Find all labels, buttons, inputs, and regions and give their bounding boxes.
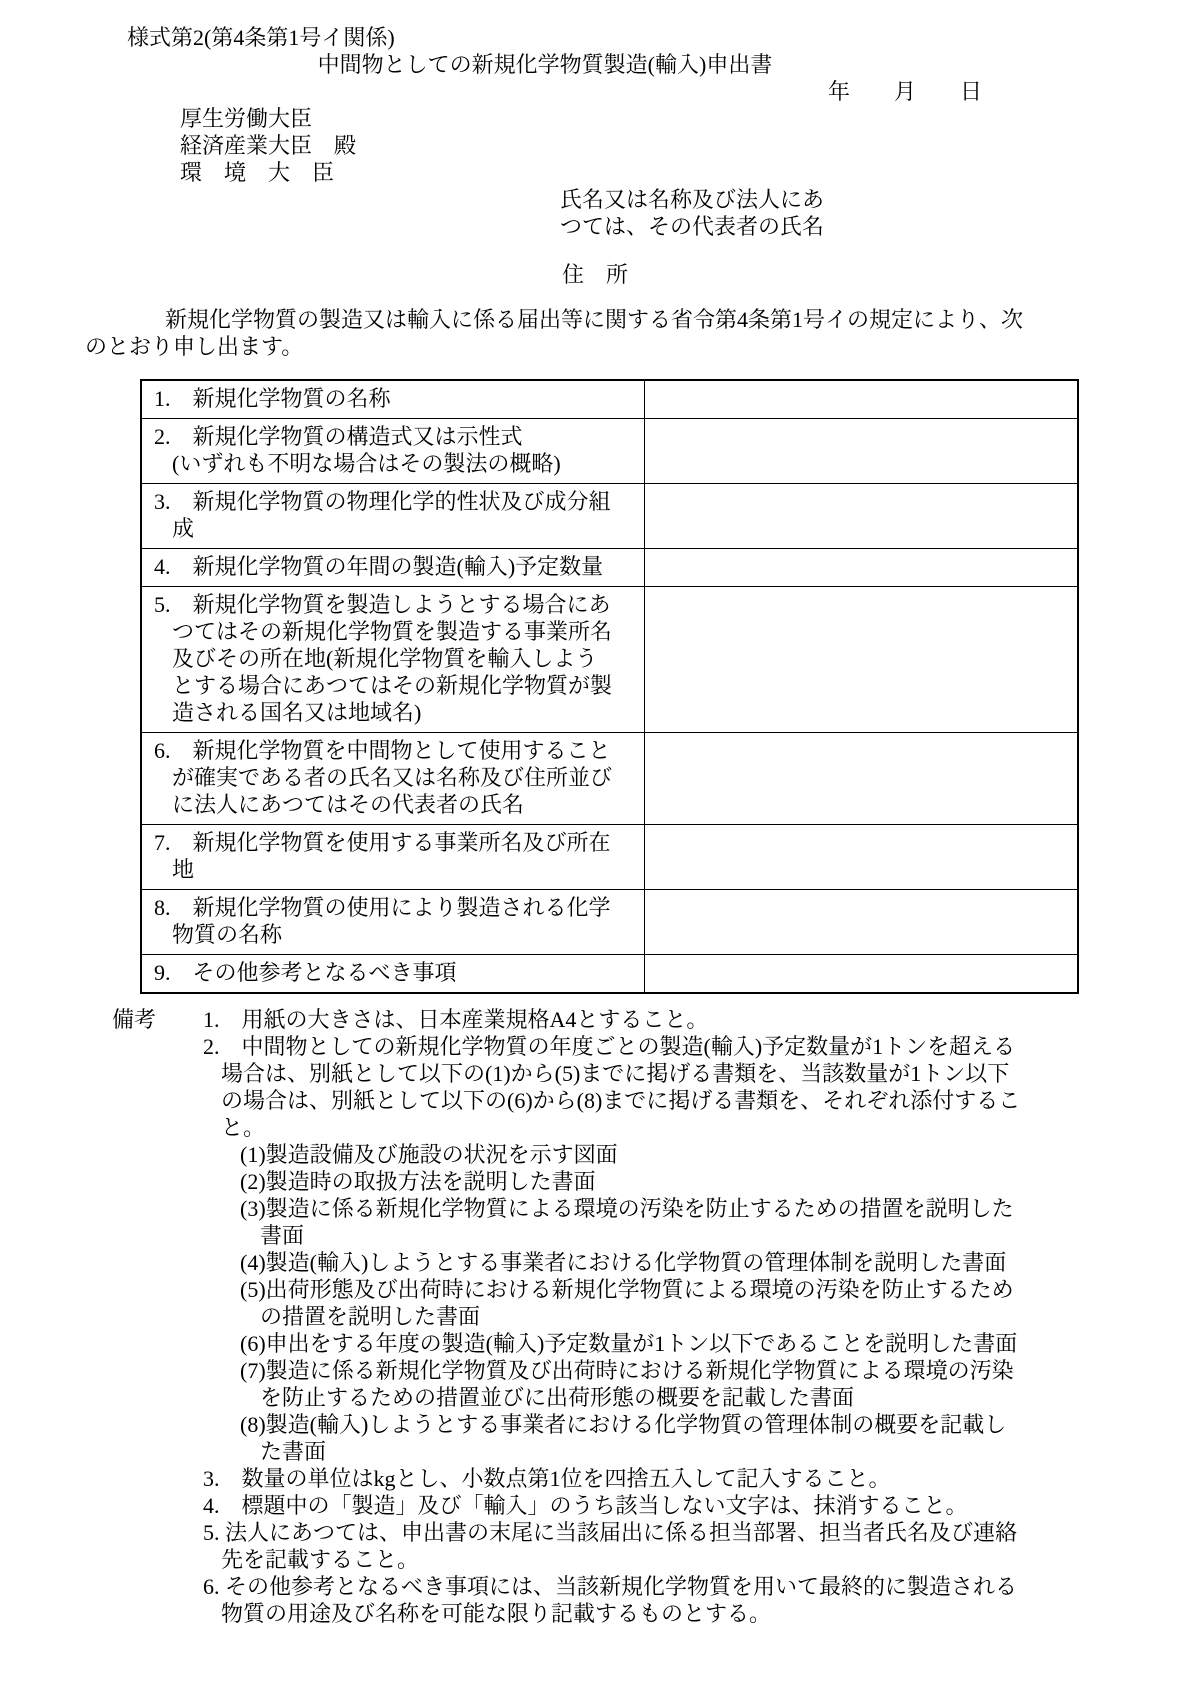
intro-paragraph <box>85 306 1181 360</box>
row-label <box>141 380 645 419</box>
text-line: 3. 数量の単位はkgとし、小数点第1位を四捨五入して記入すること。 <box>203 1466 891 1491</box>
attachment-1 <box>240 1141 1181 1168</box>
attachment-6 <box>240 1330 1181 1357</box>
text-line: た書面 <box>260 1439 327 1464</box>
attachment-3 <box>240 1195 1181 1249</box>
text-line: 8. 新規化学物質の使用により製造される化学 <box>154 895 611 920</box>
text-line: 場合は、別紙として以下の(1)から(5)までに掲げる書類を、当該数量が1トン以下 <box>221 1061 1010 1086</box>
text-line: 6. その他参考となるべき事項には、当該新規化学物質を用いて最終的に製造される <box>203 1574 1018 1599</box>
text-line: の場合は、別紙として以下の(6)から(8)までに掲げる書類を、それぞれ添付するこ <box>221 1088 1021 1113</box>
remark-item-1 <box>203 1006 1181 1033</box>
text-line: 2. 中間物としての新規化学物質の年度ごとの製造(輸入)予定数量が1トンを超える <box>203 1034 1016 1059</box>
row-value-empty <box>645 955 1079 994</box>
text-line: (4)製造(輸入)しようとする事業者における化学物質の管理体制を説明した書面 <box>240 1250 1007 1275</box>
text-line: 4. 標題中の「製造」及び「輸入」のうち該当しない文字は、抹消すること。 <box>203 1493 968 1518</box>
row-value-empty <box>645 419 1079 484</box>
remarks-section <box>0 1006 1181 1627</box>
text-line: 成 <box>172 516 195 541</box>
text-line: つては、その代表者の氏名 <box>560 214 825 239</box>
form-code: 様式第2(第4条第1号イ関係) <box>127 25 395 50</box>
text-line: が確実である者の氏名又は名称及び住所並び <box>172 765 613 790</box>
text-line: (いずれも不明な場合はその製法の概略) <box>172 451 561 476</box>
remark-item-5 <box>203 1519 1181 1573</box>
attachment-7 <box>240 1357 1181 1411</box>
text-line: 2. 新規化学物質の構造式又は示性式 <box>154 424 523 449</box>
table-row-1 <box>141 380 1078 419</box>
text-line: (1)製造設備及び施設の状況を示す図面 <box>240 1142 618 1167</box>
text-line: 新規化学物質の製造又は輸入に係る届出等に関する省令第4条第1号イの規定により、次 <box>165 307 1024 332</box>
remark-item-2 <box>203 1033 1181 1141</box>
remark-item-3 <box>203 1465 1181 1492</box>
text-line: 5. 新規化学物質を製造しようとする場合にあ <box>154 592 611 617</box>
row-label <box>141 733 645 825</box>
text-line: 4. 新規化学物質の年間の製造(輸入)予定数量 <box>154 554 604 579</box>
text-line: のとおり申し出ます。 <box>85 334 304 359</box>
row-label <box>141 484 645 549</box>
text-line: (8)製造(輸入)しようとする事業者における化学物質の管理体制の概要を記載し <box>240 1412 1007 1437</box>
page-title: 中間物としての新規化学物質製造(輸入)申出書 <box>317 52 773 77</box>
table-row-2 <box>141 419 1078 484</box>
table-row-5 <box>141 587 1078 733</box>
text-line: を防止するための措置並びに出荷形態の概要を記載した書面 <box>260 1385 855 1410</box>
text-line: 物質の用途及び名称を可能な限り記載するものとする。 <box>221 1601 772 1626</box>
text-line: 厚生労働大臣 <box>180 106 313 131</box>
row-label <box>141 955 645 994</box>
row-value-empty <box>645 484 1079 549</box>
text-line: (3)製造に係る新規化学物質による環境の汚染を防止するための措置を説明した <box>240 1196 1014 1221</box>
attachment-2 <box>240 1168 1181 1195</box>
text-line: 及びその所在地(新規化学物質を輸入しよう <box>172 646 598 671</box>
text-line: 3. 新規化学物質の物理化学的性状及び成分組 <box>154 489 611 514</box>
row-value-empty <box>645 587 1079 733</box>
text-line: と。 <box>221 1115 266 1140</box>
text-line: 1. 新規化学物質の名称 <box>154 386 391 411</box>
table-row-3 <box>141 484 1078 549</box>
text-line: に法人にあつてはその代表者の氏名 <box>172 792 525 817</box>
remark-item-4 <box>203 1492 1181 1519</box>
attachment-5 <box>240 1276 1181 1330</box>
text-line: 6. 新規化学物質を中間物として使用すること <box>154 738 611 763</box>
remarks-label: 備考 <box>112 1007 157 1032</box>
text-line: の措置を説明した書面 <box>260 1304 481 1329</box>
row-value-empty <box>645 733 1079 825</box>
text-line: 物質の名称 <box>172 922 283 947</box>
text-line: 9. その他参考となるべき事項 <box>154 960 457 985</box>
row-value-empty <box>645 890 1079 955</box>
text-line: とする場合にあつてはその新規化学物質が製 <box>172 673 613 698</box>
applicant-name-label <box>560 186 1181 240</box>
applicant-address-label: 住 所 <box>562 262 629 287</box>
date-line: 年 月 日 <box>828 79 983 104</box>
text-line: 書面 <box>260 1223 305 1248</box>
table-row-7 <box>141 825 1078 890</box>
row-label <box>141 890 645 955</box>
row-label <box>141 549 645 587</box>
table-row-4 <box>141 549 1078 587</box>
text-line: 環 境 大 臣 <box>180 160 335 185</box>
text-line: 5. 法人にあつては、申出書の末尾に当該届出に係る担当部署、担当者氏名及び連絡 <box>203 1520 1018 1545</box>
text-line: 先を記載すること。 <box>221 1547 420 1572</box>
table-row-6 <box>141 733 1078 825</box>
text-line: 1. 用紙の大きさは、日本産業規格A4とすること。 <box>203 1007 709 1032</box>
attachment-8 <box>240 1411 1181 1465</box>
text-line: (6)申出をする年度の製造(輸入)予定数量が1トン以下であることを説明した書面 <box>240 1331 1018 1356</box>
text-line: (5)出荷形態及び出荷時における新規化学物質による環境の汚染を防止するため <box>240 1277 1014 1302</box>
attachment-4 <box>240 1249 1181 1276</box>
text-line: 経済産業大臣 殿 <box>180 133 357 158</box>
text-line: 氏名又は名称及び法人にあ <box>560 187 825 212</box>
row-label <box>141 587 645 733</box>
table-row-8 <box>141 890 1078 955</box>
application-table <box>140 379 1079 994</box>
text-line: (7)製造に係る新規化学物質及び出荷時における新規化学物質による環境の汚染 <box>240 1358 1014 1383</box>
text-line: (2)製造時の取扱方法を説明した書面 <box>240 1169 596 1194</box>
remark-item-2-attachments <box>240 1141 1181 1465</box>
text-line: つてはその新規化学物質を製造する事業所名 <box>172 619 613 644</box>
row-label <box>141 825 645 890</box>
row-value-empty <box>645 549 1079 587</box>
text-line: 造される国名又は地域名) <box>172 700 422 725</box>
remark-item-6 <box>203 1573 1181 1627</box>
addressee-list <box>180 105 1181 186</box>
text-line: 7. 新規化学物質を使用する事業所名及び所在 <box>154 830 611 855</box>
text-line: 地 <box>172 857 195 882</box>
row-value-empty <box>645 380 1079 419</box>
table-row-9 <box>141 955 1078 994</box>
row-value-empty <box>645 825 1079 890</box>
row-label <box>141 419 645 484</box>
